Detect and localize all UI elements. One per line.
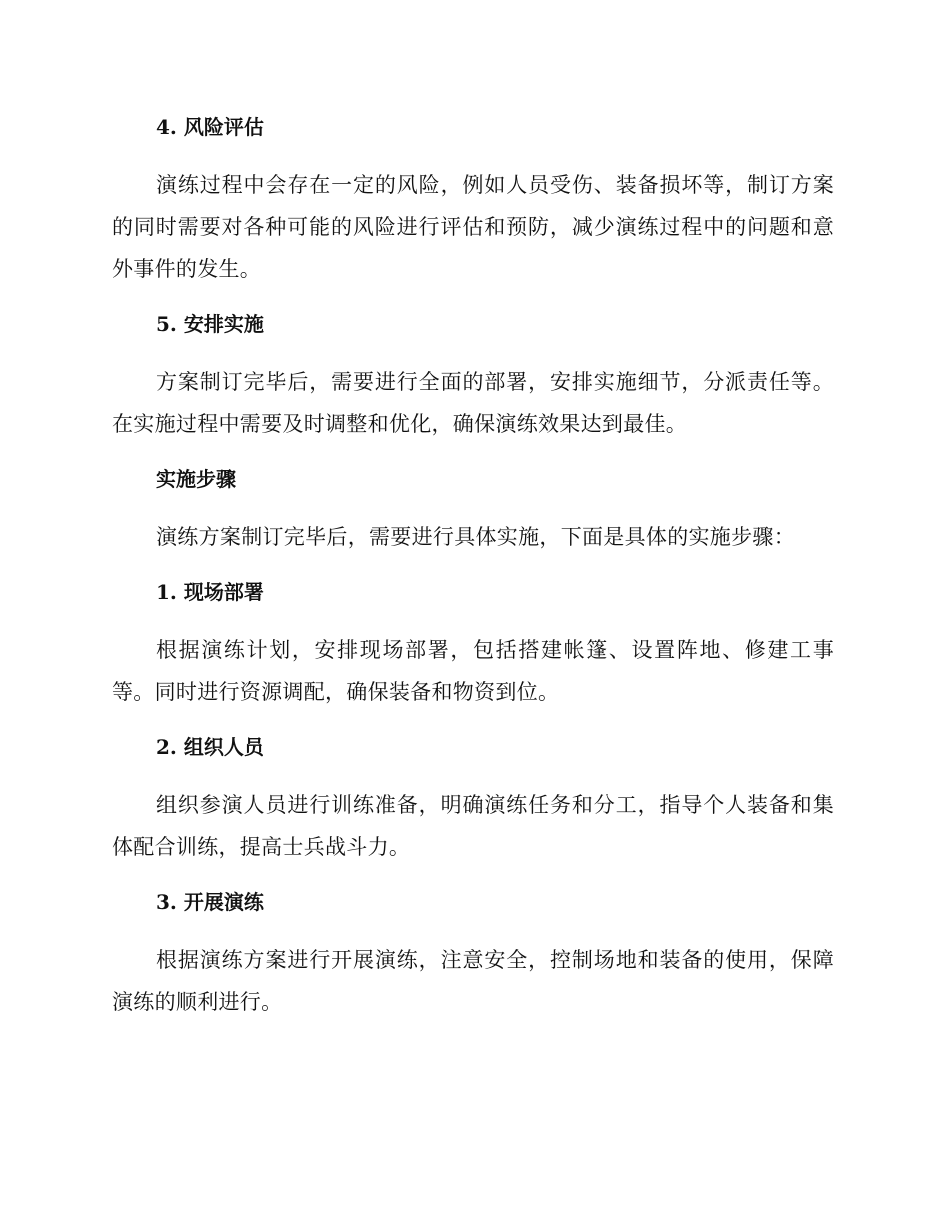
section-paragraph-arrange-implementation: 方案制订完毕后，需要进行全面的部署，安排实施细节，分派责任等。在实施过程中需要及时调整和优化，确保演练效果达到最佳。 (112, 370, 834, 436)
section-heading-site-deployment: 1. 现场部署 (156, 580, 264, 604)
section-heading-conduct-drill: 3. 开展演练 (156, 890, 264, 914)
section-paragraph-organize-personnel: 组织参演人员进行训练准备，明确演练任务和分工，指导个人装备和集体配合训练，提高士兵战斗力。 (112, 793, 834, 859)
section-heading-risk-assessment: 4. 风险评估 (156, 115, 264, 139)
document-body (112, 112, 834, 1023)
section-paragraph-conduct-drill: 根据演练方案进行开展演练，注意安全，控制场地和装备的使用，保障演练的顺利进行。 (112, 948, 834, 1014)
section-heading-arrange-implementation: 5. 安排实施 (156, 312, 264, 336)
section-heading-implementation-steps: 实施步骤 (156, 467, 236, 491)
section-paragraph-risk-assessment: 演练过程中会存在一定的风险，例如人员受伤、装备损坏等，制订方案的同时需要对各种可能的风险进行评估和预防，减少演练过程中的问题和意外事件的发生。 (112, 173, 834, 281)
section-paragraph-site-deployment: 根据演练计划，安排现场部署，包括搭建帐篷、设置阵地、修建工事等。同时进行资源调配，确保装备和物资到位。 (112, 638, 834, 704)
section-heading-organize-personnel: 2. 组织人员 (156, 735, 264, 759)
section-paragraph-implementation-steps: 演练方案制订完毕后，需要进行具体实施，下面是具体的实施步骤： (156, 525, 795, 549)
